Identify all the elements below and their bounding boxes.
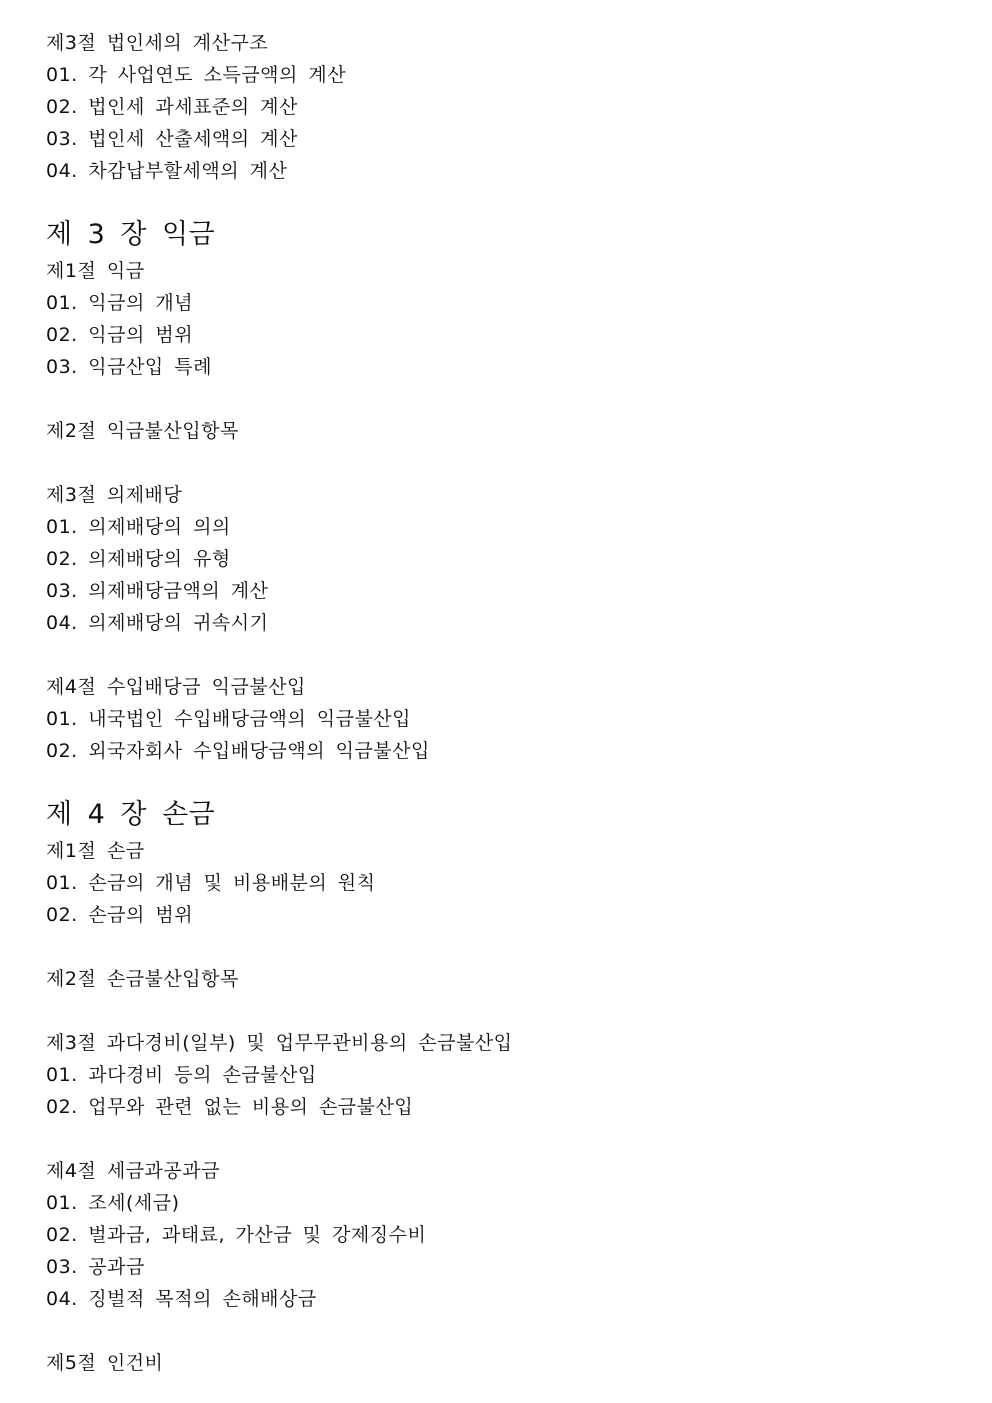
toc-item: 04. 의제배당의 귀속시기 — [46, 612, 269, 634]
toc-item: 03. 의제배당금액의 계산 — [46, 580, 269, 602]
toc-item: 04. 차감납부할세액의 계산 — [46, 160, 288, 182]
toc-item: 02. 벌과금, 과태료, 가산금 및 강제징수비 — [46, 1224, 427, 1246]
table-of-contents — [46, 27, 946, 1379]
toc-item: 03. 공과금 — [46, 1256, 145, 1278]
section-heading: 제3절 과다경비(일부) 및 업무무관비용의 손금불산입 — [46, 1032, 513, 1054]
section-heading: 제2절 손금불산입항목 — [46, 968, 239, 990]
toc-item: 01. 과다경비 등의 손금불산입 — [46, 1064, 317, 1086]
spacer — [46, 639, 946, 671]
spacer — [46, 767, 946, 793]
toc-item: 01. 손금의 개념 및 비용배분의 원칙 — [46, 872, 376, 894]
section-heading: 제1절 익금 — [46, 260, 145, 282]
toc-item: 02. 손금의 범위 — [46, 904, 194, 926]
section-heading: 제4절 세금과공과금 — [46, 1160, 220, 1182]
section-heading: 제3절 법인세의 계산구조 — [46, 32, 269, 54]
section-heading: 제1절 손금 — [46, 840, 145, 862]
spacer — [46, 383, 946, 415]
toc-item: 02. 의제배당의 유형 — [46, 548, 231, 570]
section-heading: 제3절 의제배당 — [46, 484, 183, 506]
toc-item: 02. 업무와 관련 없는 비용의 손금불산입 — [46, 1096, 414, 1118]
toc-item: 01. 조세(세금) — [46, 1192, 180, 1214]
spacer — [46, 187, 946, 213]
toc-item: 02. 익금의 범위 — [46, 324, 194, 346]
spacer — [46, 1315, 946, 1347]
toc-item: 03. 익금산입 특례 — [46, 356, 212, 378]
toc-item: 02. 법인세 과세표준의 계산 — [46, 96, 298, 118]
toc-item: 04. 징벌적 목적의 손해배상금 — [46, 1288, 317, 1310]
spacer — [46, 995, 946, 1027]
chapter-heading: 제 3 장 익금 — [46, 219, 216, 250]
spacer — [46, 447, 946, 479]
section-heading: 제5절 인건비 — [46, 1352, 164, 1374]
toc-item: 01. 익금의 개념 — [46, 292, 194, 314]
toc-item: 01. 의제배당의 의의 — [46, 516, 231, 538]
section-heading: 제2절 익금불산입항목 — [46, 420, 239, 442]
toc-item: 03. 법인세 산출세액의 계산 — [46, 128, 298, 150]
spacer — [46, 1123, 946, 1155]
toc-item: 01. 각 사업연도 소득금액의 계산 — [46, 64, 347, 86]
section-heading: 제4절 수입배당금 익금불산입 — [46, 676, 306, 698]
chapter-heading: 제 4 장 손금 — [46, 799, 216, 830]
toc-item: 02. 외국자회사 수입배당금액의 익금불산입 — [46, 740, 430, 762]
toc-item: 01. 내국법인 수입배당금액의 익금불산입 — [46, 708, 411, 730]
spacer — [46, 931, 946, 963]
